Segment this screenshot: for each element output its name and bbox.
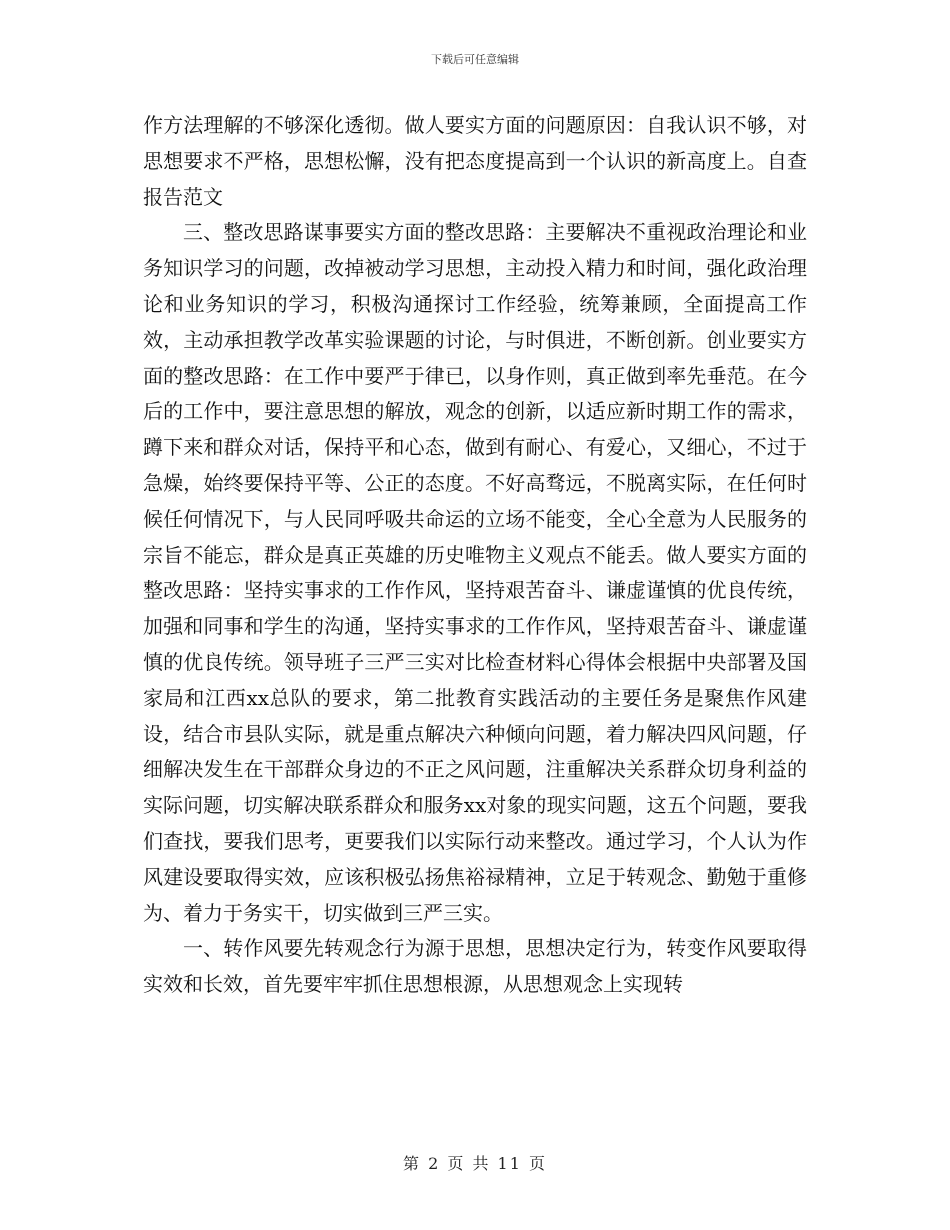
- paragraph-section-one: 一、转作风要先转观念行为源于思想，思想决定行为，转变作风要取得实效和长效，首先要牢牢抓住思想根源，从思想观念上实现转: [143, 936, 807, 997]
- document-body: [143, 108, 807, 1003]
- page-header: 下载后可任意编辑: [431, 53, 519, 66]
- page-footer: 第 2 页 共 11 页: [403, 1154, 547, 1173]
- paragraph-continuation: 作方法理解的不够深化透彻。做人要实方面的问题原因：自我认识不够，对思想要求不严格，思想松懈，没有把态度提高到一个认识的新高度上。自查报告范文: [143, 113, 807, 209]
- paragraph-rectification: 三、整改思路谋事要实方面的整改思路：主要解决不重视政治理论和业务知识学习的问题，改掉被动学习思想，主动投入精力和时间，强化政治理论和业务知识的学习，积极沟通探讨工作经验，统筹兼顾，全面提高工作效，主动承担教学改革实验课题的讨论，与时俱进，不断创新。创业要实方面的整改思路：在工作中要严于律已，以身作则，真正做到率先垂范。在今后的工作中，要注意思想的解放，观念的创新，以适应新时期工作的需求，蹲下来和群众对话，保持平和心态，做到有耐心、有爱心，又细心，不过于急燥，始终要保持平等、公正的态度。不好高骛远，不脱离实际，在任何时候任何情况下，与人民同呼吸共命运的立场不能变，全心全意为人民服务的宗旨不能忘，群众是真正英雄的历史唯物主义观点不能丢。做人要实方面的整改思路：坚持实事求的工作作风，坚持艰苦奋斗、谦虚谨慎的优良传统，加强和同事和学生的沟通，坚持实事求的工作作风，坚持艰苦奋斗、谦虚谨慎的优良传统。领导班子三严三实对比检查材料心得体会根据中央部署及国家局和江西xx总队的要求，第二批教育实践活动的主要任务是聚焦作风建设，结合市县队实际，就是重点解决六种倾向问题，着力解决四风问题，仔细解决发生在干部群众身边的不正之风问题，注重解决关系群众切身利益的实际问题，切实解决联系群众和服务xx对象的现实问题，这五个问题，要我们查找，要我们思考，更要我们以实际行动来整改。通过学习，个人认为作风建设要取得实效，应该积极弘扬焦裕禄精神，立足于转观念、勤勉于重修为、着力于务实干，切实做到三严三实。: [143, 220, 807, 925]
